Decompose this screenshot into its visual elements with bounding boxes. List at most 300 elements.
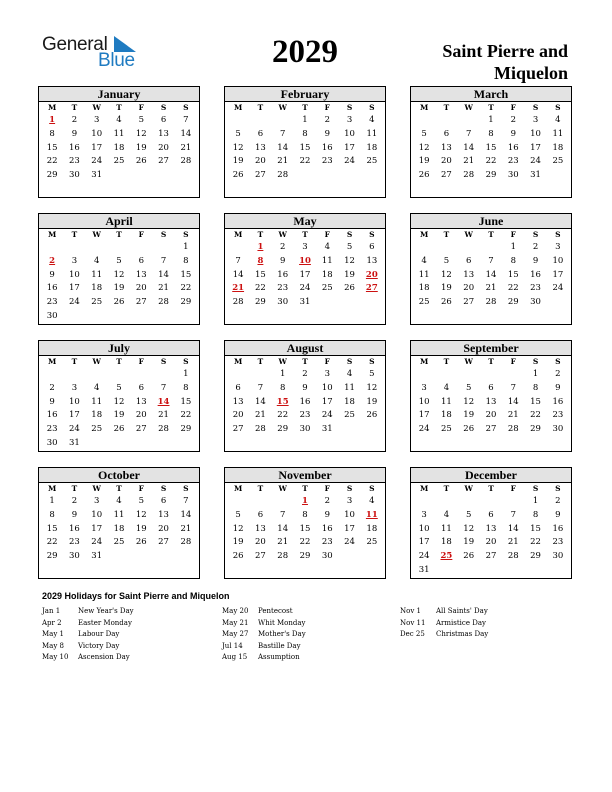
day-cell: 7 (183, 496, 189, 506)
day-cell: 7 (257, 382, 264, 393)
day-grid (39, 114, 199, 183)
empty-cell (435, 495, 457, 509)
day-grid (225, 368, 385, 437)
day-cell: 26 (135, 156, 147, 167)
day-cell: 4 (346, 369, 353, 379)
day-cell: 30 (46, 310, 58, 321)
day-cell: 25 (366, 537, 378, 548)
weekday-label: S (369, 357, 375, 366)
weekday-label: M (419, 230, 429, 239)
day-cell: 27 (485, 551, 497, 562)
day-cell: 19 (113, 283, 125, 294)
weekday-label: T (257, 357, 264, 366)
empty-cell (249, 114, 271, 128)
month-september (410, 340, 572, 452)
day-cell: 9 (302, 382, 308, 393)
day-cell: 27 (255, 551, 266, 562)
day-cell: 16 (46, 283, 58, 294)
day-cell: 17 (344, 523, 355, 534)
weekday-label: F (138, 230, 144, 239)
day-cell: 5 (465, 382, 472, 393)
day-cell: 7 (510, 509, 516, 520)
day-cell: 21 (158, 283, 169, 294)
day-cell: 16 (299, 396, 311, 407)
day-cell: 19 (441, 283, 452, 294)
weekday-label: W (278, 357, 287, 366)
day-cell: 23 (507, 156, 519, 167)
day-cell: 3 (346, 496, 353, 506)
month-name: March (411, 87, 571, 102)
weekday-label: F (324, 357, 330, 366)
weekday-label: W (92, 484, 101, 493)
day-cell: 26 (232, 551, 244, 562)
day-cell: 15 (530, 396, 541, 407)
holiday-day-cell: 1 (302, 496, 308, 506)
day-cell: 20 (463, 283, 475, 294)
month-october (38, 467, 200, 579)
day-cell: 25 (91, 424, 103, 435)
day-cell: 16 (277, 269, 289, 280)
weekday-label: T (257, 230, 264, 239)
day-cell: 3 (93, 115, 100, 125)
day-cell: 6 (369, 242, 375, 252)
day-cell: 10 (344, 128, 355, 139)
month-name: November (225, 468, 385, 483)
month-name: May (225, 214, 385, 229)
weekday-label: T (488, 484, 494, 493)
day-cell: 11 (91, 396, 103, 407)
day-cell: 29 (277, 424, 289, 435)
day-cell: 14 (507, 396, 519, 407)
weekday-label: W (278, 103, 287, 112)
day-cell: 24 (69, 424, 80, 435)
day-cell: 30 (277, 297, 289, 308)
day-cell: 3 (346, 115, 353, 125)
weekday-label: S (160, 357, 167, 366)
day-cell: 10 (69, 269, 80, 280)
day-cell: 17 (344, 142, 355, 153)
weekday-label: W (278, 230, 287, 239)
holiday-name: Armistice Day (436, 618, 486, 627)
day-cell: 28 (277, 551, 289, 562)
day-cell: 17 (321, 396, 333, 407)
day-cell: 26 (463, 551, 475, 562)
day-cell: 15 (46, 142, 58, 153)
day-grid (411, 114, 571, 183)
day-cell: 18 (91, 410, 103, 421)
day-cell: 29 (180, 424, 192, 435)
weekday-label: F (510, 357, 516, 366)
weekday-label: F (510, 484, 516, 493)
day-cell: 12 (135, 128, 147, 139)
day-cell: 11 (366, 128, 378, 139)
day-cell: 11 (441, 396, 452, 407)
day-cell: 5 (369, 369, 375, 379)
month-name: October (39, 468, 199, 483)
day-cell: 19 (232, 156, 244, 167)
day-cell: 30 (299, 424, 311, 435)
empty-cell (227, 368, 249, 382)
day-cell: 26 (232, 170, 244, 181)
weekday-label: W (464, 103, 473, 112)
holiday-column (42, 606, 134, 664)
day-cell: 24 (552, 283, 564, 294)
day-cell: 22 (299, 537, 311, 548)
empty-cell (63, 368, 85, 382)
holiday-day-cell: 8 (257, 255, 264, 266)
day-cell: 5 (116, 255, 122, 266)
day-cell: 6 (160, 115, 167, 125)
empty-cell (41, 368, 63, 382)
day-cell: 3 (302, 242, 308, 252)
weekday-label: S (532, 357, 539, 366)
month-april (38, 213, 200, 325)
holiday-row (400, 606, 488, 618)
day-cell: 1 (49, 496, 55, 506)
holiday-row (42, 652, 134, 664)
weekday-label: T (302, 357, 308, 366)
empty-cell (502, 495, 524, 509)
day-cell: 19 (366, 396, 378, 407)
holiday-day-cell: 25 (440, 551, 453, 562)
weekday-label: T (71, 103, 78, 112)
day-cell: 6 (138, 382, 144, 393)
day-cell: 16 (552, 396, 564, 407)
day-cell: 26 (418, 170, 430, 181)
day-cell: 5 (465, 509, 472, 520)
day-cell: 8 (302, 509, 308, 520)
day-cell: 10 (321, 382, 333, 393)
day-cell: 16 (46, 410, 58, 421)
weekday-label: S (555, 230, 561, 239)
day-cell: 20 (232, 410, 244, 421)
day-cell: 26 (113, 424, 125, 435)
empty-cell (413, 368, 435, 382)
day-cell: 17 (552, 269, 564, 280)
day-cell: 21 (507, 537, 519, 548)
day-cell: 12 (135, 509, 147, 520)
weekday-header (39, 102, 199, 114)
day-cell: 28 (277, 170, 289, 181)
day-cell: 3 (421, 382, 427, 393)
month-name: June (411, 214, 571, 229)
empty-cell (413, 241, 435, 255)
holiday-name: Christmas Day (436, 630, 489, 638)
day-cell: 25 (113, 156, 125, 167)
day-cell: 20 (255, 156, 266, 167)
weekday-label: S (555, 103, 561, 112)
day-cell: 15 (299, 142, 311, 153)
day-cell: 4 (116, 115, 122, 125)
holiday-day-cell: 1 (49, 115, 56, 125)
day-cell: 4 (369, 496, 375, 506)
day-cell: 26 (366, 410, 378, 421)
empty-cell (63, 241, 85, 255)
holiday-name: Pentecost (258, 607, 293, 615)
weekday-label: M (233, 484, 243, 493)
empty-cell (458, 495, 480, 509)
weekday-label: T (257, 103, 264, 112)
day-cell: 15 (299, 523, 311, 534)
day-cell: 14 (277, 142, 289, 153)
day-cell: 8 (488, 128, 494, 139)
day-cell: 9 (510, 128, 516, 139)
day-cell: 20 (158, 142, 169, 153)
day-cell: 30 (552, 424, 564, 435)
day-cell: 12 (418, 142, 430, 153)
day-cell: 18 (366, 142, 378, 153)
empty-cell (272, 114, 294, 128)
day-cell: 29 (46, 170, 58, 181)
weekday-label: M (47, 484, 57, 493)
day-cell: 21 (507, 410, 519, 421)
holiday-date: Nov 11 (400, 618, 426, 627)
holiday-date: Jul 14 (222, 641, 243, 650)
day-cell: 9 (324, 509, 330, 520)
day-cell: 1 (183, 369, 189, 379)
day-cell: 7 (160, 382, 167, 393)
day-cell: 28 (158, 297, 169, 308)
day-cell: 17 (530, 142, 541, 153)
day-cell: 19 (463, 537, 475, 548)
weekday-label: T (443, 103, 450, 112)
weekday-label: S (532, 103, 539, 112)
day-cell: 23 (321, 537, 333, 548)
day-cell: 17 (418, 537, 430, 548)
holiday-date: May 20 (222, 607, 249, 615)
day-cell: 31 (418, 564, 430, 575)
day-cell: 13 (441, 142, 452, 153)
day-cell: 1 (488, 115, 494, 125)
day-cell: 8 (49, 128, 55, 139)
day-cell: 18 (366, 523, 378, 534)
day-cell: 17 (299, 269, 311, 280)
day-cell: 24 (91, 537, 103, 548)
weekday-label: W (278, 484, 287, 493)
holiday-name: Victory Day (78, 641, 120, 650)
day-cell: 6 (138, 255, 144, 266)
day-cell: 30 (552, 551, 564, 562)
weekday-label: S (183, 357, 189, 366)
day-cell: 1 (532, 369, 539, 379)
day-cell: 22 (180, 410, 192, 421)
weekday-label: W (464, 230, 473, 239)
holiday-row (222, 618, 306, 630)
day-cell: 9 (532, 255, 539, 266)
day-cell: 29 (299, 551, 311, 562)
day-cell: 8 (49, 509, 55, 520)
day-cell: 6 (235, 382, 241, 393)
day-cell: 10 (530, 128, 541, 139)
day-cell: 4 (93, 382, 100, 393)
month-name: July (39, 341, 199, 356)
empty-cell (227, 114, 249, 128)
day-cell: 14 (180, 509, 192, 520)
month-name: December (411, 468, 571, 483)
day-cell: 28 (485, 297, 497, 308)
weekday-header (411, 102, 571, 114)
day-cell: 3 (71, 255, 78, 266)
day-cell: 22 (277, 410, 289, 421)
day-cell: 3 (71, 382, 78, 393)
weekday-label: F (138, 103, 144, 112)
day-cell: 25 (441, 424, 452, 435)
day-cell: 6 (257, 128, 264, 139)
day-cell: 6 (160, 496, 167, 506)
month-february (224, 86, 386, 198)
day-cell: 21 (277, 156, 289, 167)
holiday-row (222, 652, 306, 664)
weekday-label: F (324, 484, 330, 493)
weekday-label: S (346, 357, 353, 366)
weekday-label: S (183, 103, 189, 112)
empty-cell (435, 114, 457, 128)
day-cell: 23 (552, 410, 564, 421)
day-cell: 18 (441, 537, 452, 548)
day-cell: 29 (530, 551, 541, 562)
page-title-year: 2029 (272, 34, 338, 70)
day-cell: 21 (463, 156, 475, 167)
empty-cell (458, 241, 480, 255)
day-cell: 19 (135, 142, 147, 153)
day-cell: 4 (324, 242, 330, 252)
empty-cell (435, 368, 457, 382)
weekday-label: T (116, 357, 122, 366)
day-cell: 12 (463, 396, 475, 407)
weekday-label: T (488, 103, 494, 112)
day-cell: 10 (418, 523, 430, 534)
day-cell: 3 (555, 242, 561, 252)
empty-cell (480, 241, 502, 255)
day-cell: 12 (113, 269, 125, 280)
day-cell: 2 (532, 242, 539, 252)
day-cell: 8 (183, 382, 189, 393)
holiday-date: May 10 (42, 653, 69, 661)
day-cell: 22 (46, 537, 58, 548)
day-grid (225, 241, 385, 310)
day-cell: 19 (418, 156, 430, 167)
day-cell: 15 (530, 523, 541, 534)
day-grid (411, 368, 571, 437)
day-cell: 30 (530, 297, 541, 308)
weekday-label: T (71, 357, 78, 366)
day-cell: 23 (552, 537, 564, 548)
day-cell: 8 (183, 255, 189, 266)
weekday-label: S (369, 103, 375, 112)
holiday-name: Mother's Day (258, 630, 306, 638)
day-cell: 17 (69, 410, 80, 421)
day-cell: 15 (180, 269, 192, 280)
day-cell: 31 (530, 170, 541, 181)
day-cell: 21 (277, 537, 289, 548)
day-cell: 21 (255, 410, 266, 421)
empty-cell (130, 241, 152, 255)
empty-cell (86, 368, 108, 382)
weekday-label: S (160, 230, 167, 239)
day-cell: 14 (507, 523, 519, 534)
day-cell: 7 (279, 509, 286, 520)
day-cell: 28 (180, 156, 192, 167)
day-cell: 2 (510, 115, 516, 125)
day-cell: 19 (113, 410, 125, 421)
weekday-header (411, 356, 571, 368)
weekday-label: T (443, 484, 450, 493)
weekday-label: T (302, 230, 308, 239)
weekday-label: T (443, 357, 450, 366)
holiday-name: Whit Monday (258, 618, 306, 627)
day-grid (411, 241, 571, 310)
day-cell: 8 (532, 509, 539, 520)
day-cell: 13 (463, 269, 475, 280)
day-cell: 24 (321, 410, 333, 421)
day-cell: 27 (232, 424, 244, 435)
month-january (38, 86, 200, 198)
day-cell: 12 (232, 523, 244, 534)
day-cell: 8 (302, 128, 308, 139)
weekday-label: W (464, 357, 473, 366)
weekday-label: F (138, 484, 144, 493)
day-cell: 17 (69, 283, 80, 294)
weekday-label: T (116, 230, 122, 239)
day-cell: 31 (299, 297, 311, 308)
holiday-name: Easter Monday (78, 618, 132, 627)
day-cell: 19 (463, 410, 475, 421)
day-cell: 22 (530, 537, 541, 548)
day-cell: 19 (232, 537, 244, 548)
day-grid (225, 495, 385, 564)
day-cell: 25 (321, 283, 333, 294)
weekday-label: S (369, 230, 375, 239)
month-november (224, 467, 386, 579)
day-cell: 25 (552, 156, 564, 167)
day-cell: 1 (279, 369, 286, 379)
day-cell: 8 (279, 382, 286, 393)
holiday-date: Apr 2 (42, 618, 62, 627)
day-cell: 20 (485, 537, 497, 548)
day-cell: 15 (255, 269, 266, 280)
holiday-row (42, 641, 134, 653)
day-cell: 22 (299, 156, 311, 167)
day-cell: 20 (485, 410, 497, 421)
day-cell: 18 (552, 142, 564, 153)
day-cell: 21 (485, 283, 497, 294)
day-cell: 13 (485, 396, 497, 407)
weekday-label: S (369, 484, 375, 493)
day-cell: 17 (91, 523, 103, 534)
day-cell: 5 (235, 509, 241, 520)
holiday-name: Labour Day (78, 630, 120, 638)
weekday-label: S (183, 230, 189, 239)
holiday-day-cell: 2 (49, 255, 56, 266)
day-cell: 30 (321, 551, 333, 562)
day-cell: 23 (46, 297, 58, 308)
day-cell: 16 (69, 142, 80, 153)
weekday-label: S (183, 484, 189, 493)
empty-cell (502, 368, 524, 382)
day-cell: 12 (366, 382, 378, 393)
weekday-label: W (92, 357, 101, 366)
day-cell: 18 (113, 523, 125, 534)
day-cell: 24 (299, 283, 311, 294)
day-cell: 25 (91, 297, 103, 308)
day-cell: 15 (507, 269, 519, 280)
day-cell: 8 (510, 255, 516, 266)
day-cell: 4 (369, 115, 375, 125)
day-cell: 8 (532, 382, 539, 393)
day-cell: 16 (507, 142, 519, 153)
day-cell: 12 (441, 269, 452, 280)
day-cell: 27 (158, 537, 169, 548)
